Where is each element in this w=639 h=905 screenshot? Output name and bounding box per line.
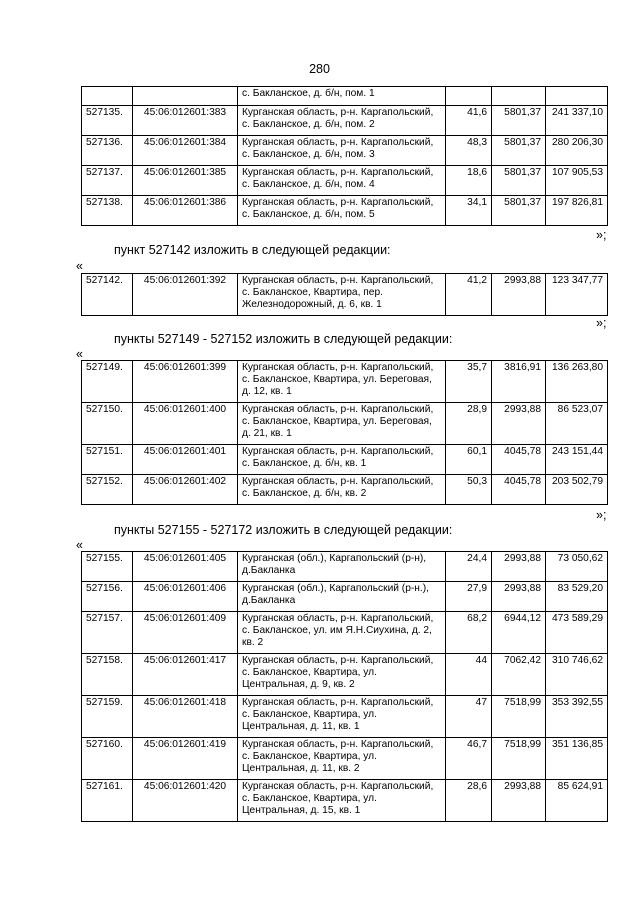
area: 35,7 — [446, 361, 492, 403]
cadastral-value: 107 905,53 — [546, 166, 608, 196]
item-number: 527157. — [82, 612, 133, 654]
cadastral-number: 45:06:012601:419 — [133, 738, 238, 780]
item-number: 527149. — [82, 361, 133, 403]
unit-price: 5801,37 — [492, 196, 546, 226]
area: 34,1 — [446, 196, 492, 226]
cadastral-value: 73 050,62 — [546, 552, 608, 582]
item-number: 527138. — [82, 196, 133, 226]
table-row — [82, 106, 608, 136]
cadastral-number: 45:06:012601:409 — [133, 612, 238, 654]
area: 60,1 — [446, 445, 492, 475]
cadastral-number: 45:06:012601:401 — [133, 445, 238, 475]
table-row — [82, 738, 608, 780]
area: 41,2 — [446, 274, 492, 316]
unit-price: 2993,88 — [492, 552, 546, 582]
item-number: 527156. — [82, 582, 133, 612]
area: 50,3 — [446, 475, 492, 505]
cadastral-number: 45:06:012601:418 — [133, 696, 238, 738]
item-number: 527137. — [82, 166, 133, 196]
cadastral-number: 45:06:012601:399 — [133, 361, 238, 403]
closing-quote: »; — [596, 508, 607, 522]
address: Курганская (обл.), Каргапольский (р-н.), д.Бакланка — [238, 582, 446, 612]
item-number: 527161. — [82, 780, 133, 822]
table-row — [82, 403, 608, 445]
amendment-heading: пункт 527142 изложить в следующей редакции: — [114, 243, 391, 257]
table-row — [82, 654, 608, 696]
unit-price: 5801,37 — [492, 106, 546, 136]
area: 28,6 — [446, 780, 492, 822]
opening-quote: « — [76, 347, 83, 361]
address: Курганская область, р-н. Каргапольский, с. Бакланское, Квартира, ул. Береговая, д. 21, кв. 1 — [238, 403, 446, 445]
opening-quote: « — [76, 259, 83, 273]
unit-price: 4045,78 — [492, 445, 546, 475]
cadastral-number: 45:06:012601:405 — [133, 552, 238, 582]
address: Курганская область, р-н. Каргапольский, с. Бакланское, Квартира, ул. Центральная, д. 11, кв. 1 — [238, 696, 446, 738]
area: 28,9 — [446, 403, 492, 445]
area: 47 — [446, 696, 492, 738]
cadastral-value: 85 624,91 — [546, 780, 608, 822]
area: 27,9 — [446, 582, 492, 612]
unit-price: 2993,88 — [492, 780, 546, 822]
item-number: 527159. — [82, 696, 133, 738]
address: Курганская область, р-н. Каргапольский, с. Бакланское, Квартира, пер. Железнодорожный, д. 6, кв. 1 — [238, 274, 446, 316]
cadastral-number: 45:06:012601:384 — [133, 136, 238, 166]
unit-price: 5801,37 — [492, 136, 546, 166]
item-number: 527136. — [82, 136, 133, 166]
opening-quote: « — [76, 538, 83, 552]
unit-price — [492, 87, 546, 106]
cadastral-value: 86 523,07 — [546, 403, 608, 445]
table-row — [82, 361, 608, 403]
cadastral-number: 45:06:012601:386 — [133, 196, 238, 226]
table-row — [82, 780, 608, 822]
register-table — [81, 273, 608, 316]
item-number: 527152. — [82, 475, 133, 505]
table-row — [82, 582, 608, 612]
item-number: 527150. — [82, 403, 133, 445]
address: Курганская область, р-н. Каргапольский, с. Бакланское, Квартира, ул. Центральная, д. 15, кв. 1 — [238, 780, 446, 822]
table-row — [82, 136, 608, 166]
register-table — [81, 360, 608, 505]
cadastral-value: 197 826,81 — [546, 196, 608, 226]
amendment-heading: пункты 527155 - 527172 изложить в следующей редакции: — [114, 523, 453, 537]
area: 68,2 — [446, 612, 492, 654]
area: 41,6 — [446, 106, 492, 136]
unit-price: 4045,78 — [492, 475, 546, 505]
address: Курганская область, р-н. Каргапольский, с. Бакланское, д. б/н, пом. 2 — [238, 106, 446, 136]
cadastral-value: 351 136,85 — [546, 738, 608, 780]
table-row — [82, 612, 608, 654]
item-number: 527151. — [82, 445, 133, 475]
address: с. Бакланское, д. б/н, пом. 1 — [238, 87, 446, 106]
table-row — [82, 196, 608, 226]
closing-quote: »; — [596, 228, 607, 242]
cadastral-value: 473 589,29 — [546, 612, 608, 654]
register-table — [81, 86, 608, 226]
address: Курганская область, р-н. Каргапольский, с. Бакланское, д. б/н, пом. 4 — [238, 166, 446, 196]
address: Курганская область, р-н. Каргапольский, с. Бакланское, Квартира, ул. Центральная, д. 9, кв. 2 — [238, 654, 446, 696]
item-number: 527158. — [82, 654, 133, 696]
unit-price: 7062,42 — [492, 654, 546, 696]
table-row — [82, 87, 608, 106]
area: 48,3 — [446, 136, 492, 166]
cadastral-number: 45:06:012601:385 — [133, 166, 238, 196]
item-number — [82, 87, 133, 106]
table-row — [82, 696, 608, 738]
area — [446, 87, 492, 106]
table-row — [82, 552, 608, 582]
unit-price: 2993,88 — [492, 274, 546, 316]
table-row — [82, 274, 608, 316]
item-number: 527135. — [82, 106, 133, 136]
cadastral-value: 136 263,80 — [546, 361, 608, 403]
cadastral-value: 123 347,77 — [546, 274, 608, 316]
unit-price: 5801,37 — [492, 166, 546, 196]
cadastral-number: 45:06:012601:420 — [133, 780, 238, 822]
address: Курганская область, р-н. Каргапольский, с. Бакланское, д. б/н, кв. 1 — [238, 445, 446, 475]
cadastral-number: 45:06:012601:402 — [133, 475, 238, 505]
address: Курганская область, р-н. Каргапольский, с. Бакланское, ул. им Я.Н.Сиухина, д. 2, кв. 2 — [238, 612, 446, 654]
cadastral-value: 243 151,44 — [546, 445, 608, 475]
cadastral-value: 280 206,30 — [546, 136, 608, 166]
address: Курганская (обл.), Каргапольский (р-н), д.Бакланка — [238, 552, 446, 582]
address: Курганская область, р-н. Каргапольский, с. Бакланское, д. б/н, кв. 2 — [238, 475, 446, 505]
table-row — [82, 445, 608, 475]
area: 18,6 — [446, 166, 492, 196]
unit-price: 3816,91 — [492, 361, 546, 403]
closing-quote: »; — [596, 316, 607, 330]
cadastral-value — [546, 87, 608, 106]
cadastral-number: 45:06:012601:383 — [133, 106, 238, 136]
address: Курганская область, р-н. Каргапольский, с. Бакланское, д. б/н, пом. 3 — [238, 136, 446, 166]
cadastral-value: 241 337,10 — [546, 106, 608, 136]
unit-price: 6944,12 — [492, 612, 546, 654]
area: 44 — [446, 654, 492, 696]
unit-price: 7518,99 — [492, 738, 546, 780]
table-row — [82, 475, 608, 505]
address: Курганская область, р-н. Каргапольский, с. Бакланское, Квартира, ул. Центральная, д. 11, кв. 2 — [238, 738, 446, 780]
cadastral-number: 45:06:012601:417 — [133, 654, 238, 696]
unit-price: 2993,88 — [492, 582, 546, 612]
page-number: 280 — [309, 62, 330, 76]
address: Курганская область, р-н. Каргапольский, с. Бакланское, д. б/н, пом. 5 — [238, 196, 446, 226]
area: 46,7 — [446, 738, 492, 780]
item-number: 527155. — [82, 552, 133, 582]
amendment-heading: пункты 527149 - 527152 изложить в следующей редакции: — [114, 332, 453, 346]
item-number: 527142. — [82, 274, 133, 316]
item-number: 527160. — [82, 738, 133, 780]
table-row — [82, 166, 608, 196]
cadastral-value: 83 529,20 — [546, 582, 608, 612]
cadastral-value: 310 746,62 — [546, 654, 608, 696]
register-table — [81, 551, 608, 822]
cadastral-number: 45:06:012601:406 — [133, 582, 238, 612]
unit-price: 7518,99 — [492, 696, 546, 738]
cadastral-number — [133, 87, 238, 106]
cadastral-value: 203 502,79 — [546, 475, 608, 505]
cadastral-value: 353 392,55 — [546, 696, 608, 738]
area: 24,4 — [446, 552, 492, 582]
address: Курганская область, р-н. Каргапольский, с. Бакланское, Квартира, ул. Береговая, д. 12, кв. 1 — [238, 361, 446, 403]
cadastral-number: 45:06:012601:400 — [133, 403, 238, 445]
cadastral-number: 45:06:012601:392 — [133, 274, 238, 316]
unit-price: 2993,88 — [492, 403, 546, 445]
